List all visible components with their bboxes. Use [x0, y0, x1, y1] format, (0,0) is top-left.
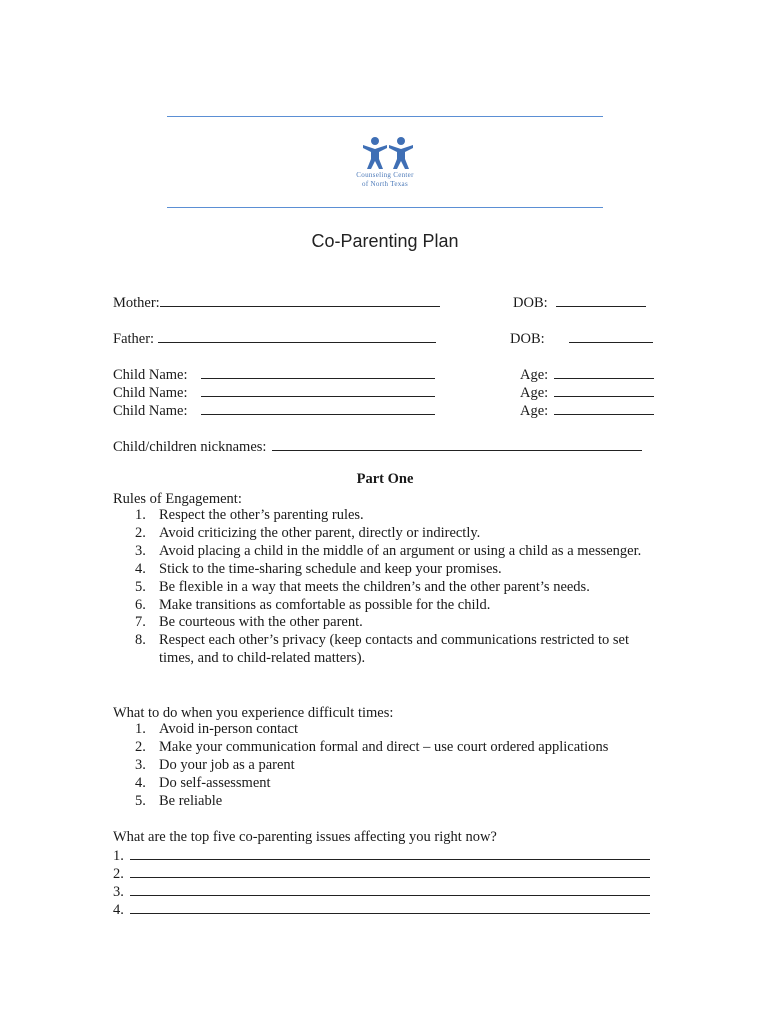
mother-dob-field[interactable] — [513, 293, 646, 312]
list-item: 4. Stick to the time-sharing schedule and keep your promises. — [135, 560, 502, 577]
issue-number: 3. — [113, 884, 124, 900]
difficult-heading: What to do when you experience difficult times: — [113, 705, 394, 721]
age-label: Age: — [520, 367, 549, 383]
child-name-blank[interactable] — [201, 365, 435, 379]
child-name-label: Child Name: — [113, 403, 188, 419]
child-name-field-1[interactable] — [113, 365, 435, 384]
issue-blank[interactable] — [130, 900, 650, 914]
age-label: Age: — [520, 403, 549, 419]
issues-heading: What are the top five co-parenting issues affecting you right now? — [113, 829, 497, 845]
nicknames-field[interactable] — [113, 437, 642, 456]
page-title: Co-Parenting Plan — [311, 231, 459, 251]
father-dob-field[interactable] — [510, 329, 653, 348]
list-item: 2. Avoid criticizing the other parent, directly or indirectly. — [135, 524, 481, 541]
mother-dob-blank[interactable] — [556, 293, 646, 307]
mother-dob-label: DOB: — [513, 295, 548, 311]
age-field-1[interactable] — [520, 365, 654, 384]
age-label: Age: — [520, 385, 549, 401]
nicknames-blank[interactable] — [272, 437, 642, 451]
child-name-field-3[interactable] — [113, 401, 435, 420]
header-rule-top — [167, 116, 603, 117]
mother-label: Mother: — [113, 295, 160, 311]
nicknames-label: Child/children nicknames: — [113, 439, 267, 455]
issue-line-3[interactable] — [113, 882, 650, 901]
father-dob-blank[interactable] — [569, 329, 653, 343]
list-item: 8. Respect each other’s privacy (keep contacts and communications restricted to set times, and to child-related matters). — [135, 632, 630, 667]
issue-number: 1. — [113, 848, 124, 864]
age-field-2[interactable] — [520, 383, 654, 402]
child-name-field-2[interactable] — [113, 383, 435, 402]
age-blank[interactable] — [554, 401, 654, 415]
age-blank[interactable] — [554, 365, 654, 379]
issue-line-1[interactable] — [113, 846, 650, 865]
child-name-label: Child Name: — [113, 385, 188, 401]
mother-field[interactable] — [113, 293, 440, 312]
child-name-blank[interactable] — [201, 401, 435, 415]
difficult-list — [113, 721, 649, 811]
list-item: 5. Be flexible in a way that meets the children’s and the other parent’s needs. — [135, 578, 590, 595]
father-dob-label: DOB: — [510, 331, 545, 347]
list-item: 7. Be courteous with the other parent. — [135, 614, 363, 631]
issue-number: 2. — [113, 866, 124, 882]
issue-number: 4. — [113, 902, 124, 918]
mother-blank[interactable] — [160, 293, 440, 307]
issue-blank[interactable] — [130, 864, 650, 878]
rules-heading: Rules of Engagement: — [113, 491, 242, 507]
list-item: 5. Be reliable — [135, 792, 223, 809]
age-field-3[interactable] — [520, 401, 654, 420]
father-blank[interactable] — [158, 329, 436, 343]
child-name-blank[interactable] — [201, 383, 435, 397]
issue-blank[interactable] — [130, 882, 650, 896]
header-rule-bottom — [167, 207, 603, 208]
logo-text-line1: Counseling Center — [356, 171, 414, 179]
issue-line-4[interactable] — [113, 900, 650, 919]
organization-logo — [345, 135, 425, 193]
figures-icon — [345, 135, 425, 171]
list-item: 1. Avoid in-person contact — [135, 721, 299, 737]
part-one-heading: Part One — [356, 471, 414, 487]
list-item: 2. Make your communication formal and direct – use court ordered applications — [135, 738, 609, 755]
list-item: 4. Do self-assessment — [135, 774, 271, 791]
list-item: 1. Respect the other’s parenting rules. — [135, 507, 364, 523]
child-name-label: Child Name: — [113, 367, 188, 383]
logo-text-line2: of North Texas — [362, 180, 408, 188]
age-blank[interactable] — [554, 383, 654, 397]
list-item: 6. Make transitions as comfortable as possible for the child. — [135, 596, 491, 613]
issue-line-2[interactable] — [113, 864, 650, 883]
list-item: 3. Avoid placing a child in the middle of an argument or using a child as a messenger. — [135, 542, 642, 559]
father-label: Father: — [113, 331, 155, 347]
father-field[interactable] — [113, 329, 436, 348]
issue-blank[interactable] — [130, 846, 650, 860]
list-item: 3. Do your job as a parent — [135, 756, 295, 773]
rules-list — [113, 507, 649, 668]
